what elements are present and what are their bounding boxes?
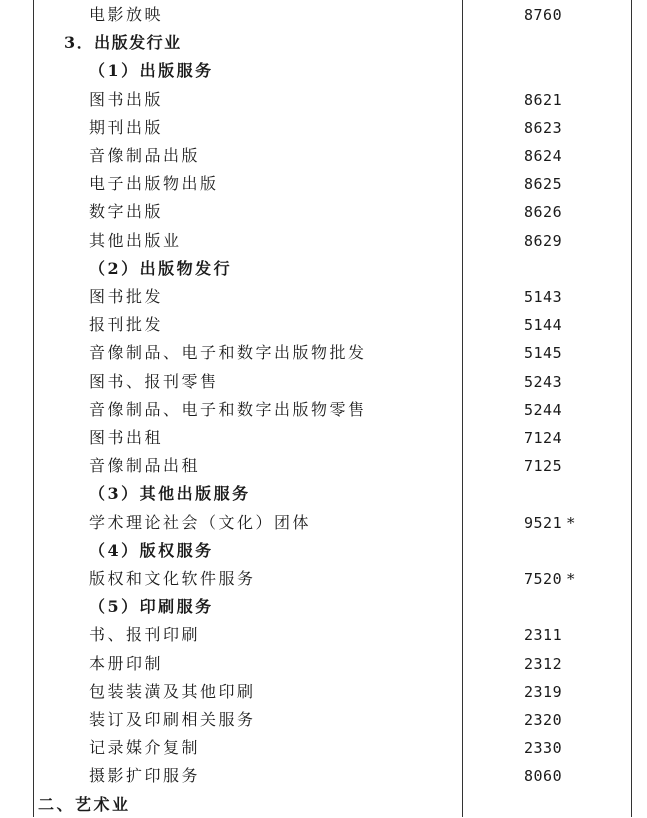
category-name: （4）版权服务: [89, 540, 214, 560]
table-row: [34, 2, 634, 28]
industry-code: 2311: [524, 626, 563, 645]
table-row: [34, 369, 634, 395]
category-name: 音像制品、电子和数字出版物批发: [89, 343, 367, 363]
table-row: [34, 312, 634, 338]
industry-code: 8623: [524, 118, 563, 137]
table-row: [34, 115, 634, 141]
category-name: 包装装潢及其他印刷: [89, 681, 256, 701]
category-name: 学术理论社会（文化）团体: [89, 512, 312, 532]
table-row: [34, 594, 634, 620]
category-name: （5）印刷服务: [89, 597, 214, 617]
category-name: 数字出版: [89, 202, 164, 222]
table-row: [34, 284, 634, 310]
table-row: [34, 510, 634, 536]
category-name: 装订及印刷相关服务: [89, 710, 256, 729]
industry-code: 2320: [524, 711, 563, 729]
table-row: [34, 143, 634, 169]
category-name: （3）其他出版服务: [89, 484, 251, 504]
category-name: 音像制品出版: [89, 146, 201, 165]
category-name: 报刊批发: [89, 315, 164, 335]
table-row: [34, 256, 634, 282]
table-row: [34, 58, 634, 84]
category-name: （2）出版物发行: [89, 258, 233, 278]
category-name: 摄影扩印服务: [89, 766, 201, 786]
table-row: [34, 538, 634, 564]
category-name: 书、报刊印刷: [89, 625, 201, 645]
category-name: 图书出租: [89, 428, 164, 447]
table-row: [34, 735, 634, 761]
table-row: [34, 481, 634, 507]
industry-code: 8621: [524, 90, 563, 109]
category-name: （1）出版服务: [89, 61, 214, 81]
category-name: 本册印制: [89, 653, 164, 673]
table-row: [34, 228, 634, 254]
category-name: 图书出版: [89, 89, 164, 109]
table-row: [34, 453, 634, 479]
table-row: [34, 30, 634, 56]
industry-code: 8060: [524, 767, 563, 786]
industry-code: 5244: [524, 400, 563, 419]
industry-code: 2312: [524, 654, 563, 673]
table-row: [34, 763, 634, 789]
industry-code: 7520: [524, 570, 563, 588]
table-row: [34, 199, 634, 225]
industry-code: 7124: [524, 429, 563, 447]
table-row: [34, 707, 634, 733]
table-row: [34, 397, 634, 423]
industry-code: 5143: [524, 288, 563, 306]
industry-code: 7125: [524, 457, 563, 476]
table-row: [34, 622, 634, 648]
category-name: 音像制品、电子和数字出版物零售: [89, 399, 367, 419]
industry-code: 9521: [524, 513, 563, 532]
industry-code: 5144: [524, 316, 563, 335]
industry-code: 5243: [524, 372, 563, 391]
table-row: [34, 679, 634, 705]
industry-code: 2330: [524, 739, 563, 758]
industry-code: 8629: [524, 231, 563, 250]
category-name: 电子出版物出版: [89, 174, 219, 194]
category-name: 版权和文化软件服务: [89, 569, 256, 588]
industry-code: 8624: [524, 147, 563, 165]
category-name: 记录媒介复制: [89, 738, 201, 758]
industry-code: 5145: [524, 344, 563, 363]
category-name: 图书、报刊零售: [89, 371, 219, 391]
category-name: 音像制品出租: [89, 456, 201, 476]
industry-code: 8625: [524, 175, 563, 194]
industry-code: 2319: [524, 682, 563, 701]
category-name: 3．出版发行业: [64, 33, 182, 53]
asterisk-mark: *: [567, 570, 575, 588]
category-name: 其他出版业: [89, 230, 182, 250]
table-row: [34, 171, 634, 197]
table-row: [34, 792, 634, 818]
table-row: [34, 651, 634, 677]
industry-code: 8760: [524, 6, 563, 24]
category-name: 图书批发: [89, 287, 164, 306]
asterisk-mark: *: [567, 513, 575, 532]
industry-code: 8626: [524, 203, 563, 222]
category-name: 电影放映: [89, 5, 164, 24]
category-name: 二、艺术业: [38, 794, 131, 814]
table-row: [34, 566, 634, 592]
table-row: [34, 340, 634, 366]
table-row: [34, 87, 634, 113]
category-name: 期刊出版: [89, 117, 164, 137]
table-row: [34, 425, 634, 451]
